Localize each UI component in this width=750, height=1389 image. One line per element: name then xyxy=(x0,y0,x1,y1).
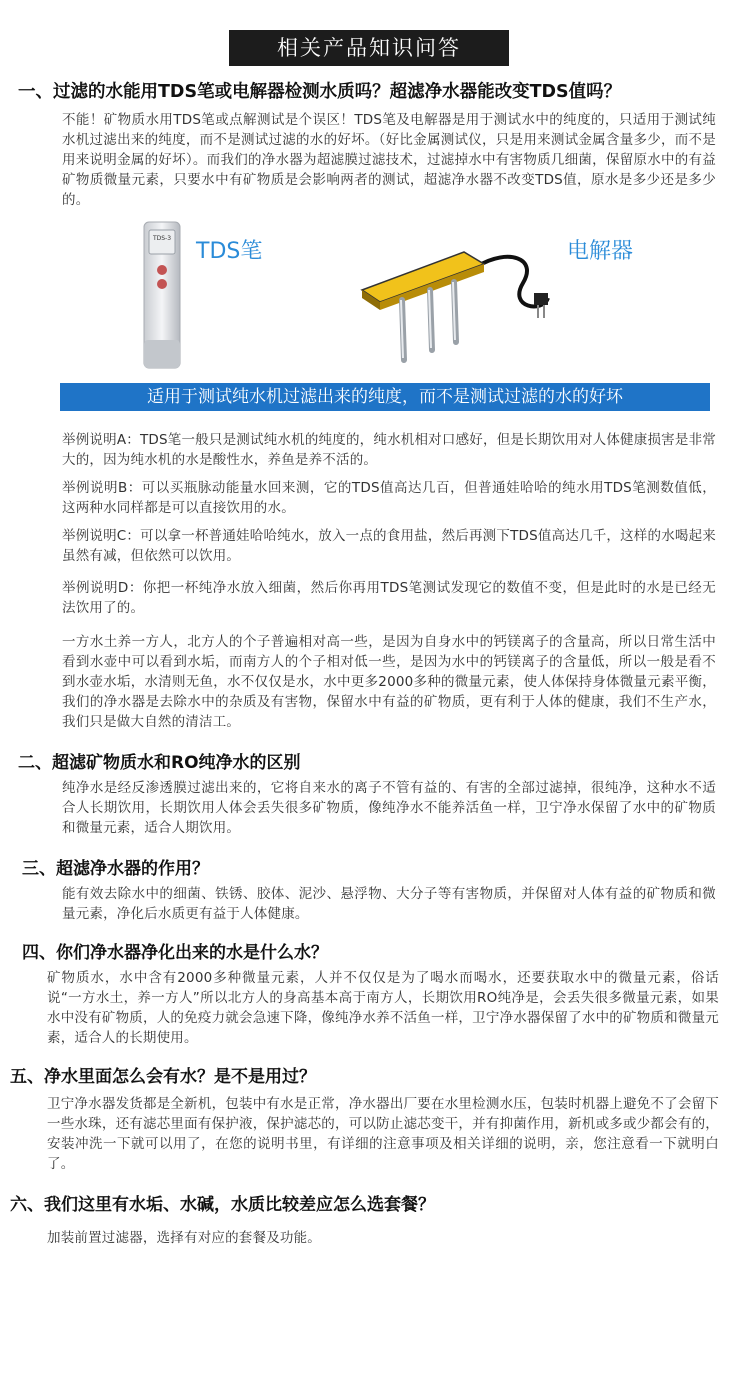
section-1-heading: 一、过滤的水能用TDS笔或电解器检测水质吗？超滤净水器能改变TDS值吗？ xyxy=(18,82,622,102)
section-2-heading: 二、超滤矿物质水和RO纯净水的区别 xyxy=(18,753,301,773)
tds-pen-model: TDS-3 xyxy=(152,235,172,242)
example-d: 举例说明D：你把一杯纯净水放入细菌，然后你再用TDS笔测试发现它的数值不变，但是此时的水是已经无法饮用了的。 xyxy=(62,580,716,616)
section-6-heading: 六、我们这里有水垢、水碱，水质比较差应怎么选套餐？ xyxy=(10,1195,435,1215)
example-c: 举例说明C：可以拿一杯普通娃哈哈纯水，放入一点的食用盐，然后再测下TDS值高达几千，这样的水喝起来虽然有减，但依然可以饮用。 xyxy=(62,528,716,564)
tds-pen-image xyxy=(138,220,186,370)
section-1-paragraph: 一方水土养一方人，北方人的个子普遍相对高一些，是因为自身水中的钙镁离子的含量高，所以日常生活中看到水壶中可以看到水垢，而南方人的个子相对低一些，是因为水中的钙镁离子的含量低，所以一般是看不到水壶水垢，水清则无鱼，水不仅仅是水，水中更多2000多种的微量元素，使人体保持身体微量元素平衡，我们的净水器是去除水中的杂质及有害物，保留水中有益的矿物质，更有利于人体的健康，我们不生产水，我们只是做大自然的清洁工。 xyxy=(62,634,716,730)
electrolyzer-image xyxy=(358,238,553,368)
section-5-heading: 五、净水里面怎么会有水？是不是用过？ xyxy=(10,1067,316,1087)
example-b: 举例说明B：可以买瓶脉动能量水回来测，它的TDS值高达几百，但普通娃哈哈的纯水用TDS笔测数值低，这两种水同样都是可以直接饮用的水。 xyxy=(62,480,716,516)
section-4-heading: 四、你们净水器净化出来的水是什么水？ xyxy=(22,943,328,963)
section-6-body: 加装前置过滤器，选择有对应的套餐及功能。 xyxy=(47,1230,321,1246)
section-3-heading: 三、超滤净水器的作用？ xyxy=(22,859,209,879)
tds-pen-label: TDS笔 xyxy=(196,239,263,264)
section-3-body: 能有效去除水中的细菌、铁锈、胶体、泥沙、悬浮物、大分子等有害物质，并保留对人体有益的矿物质和微量元素，净化后水质更有益于人体健康。 xyxy=(62,886,716,922)
example-a: 举例说明A：TDS笔一般只是测试纯水机的纯度的，纯水机相对口感好，但是长期饮用对人体健康损害是非常大的，因为纯水机的水是酸性水，养鱼是养不活的。 xyxy=(62,432,716,468)
section-5-body: 卫宁净水器发货都是全新机，包装中有水是正常，净水器出厂要在水里检测水压，包装时机器上避免不了会留下一些水珠，还有滤芯里面有保护液，保护滤芯的，可以防止滤芯变干，并有抑菌作用，新机或多或少都会有的，安装冲洗一下就可以用了，在您的说明书里，有详细的注意事项及相关详细的说明，亲，您注意看一下就明白了。 xyxy=(47,1096,719,1172)
page-title: 相关产品知识问答 xyxy=(229,30,509,66)
section-2-body: 纯净水是经反渗透膜过滤出来的，它将自来水的离子不管有益的、有害的全部过滤掉，很纯净，这种水不适合人长期饮用，长期饮用人体会丢失很多矿物质，像纯净水不能养活鱼一样，卫宁净水保留了水中的矿物质和微量元素，适合人期饮用。 xyxy=(62,780,716,836)
section-1-body: 不能！矿物质水用TDS笔或点解测试是个误区！TDS笔及电解器是用于测试水中的纯度的，只适用于测试纯水机过滤出来的纯度，而不是测试过滤的水的好坏。（好比金属测试仪，只是用来测试金属含量多少，而不是用来说明金属的好坏）。而我们的净水器为超滤膜过滤技术，过滤掉水中有害物质几细菌，保留原水中的有益矿物质微量元素，只要水中有矿物质是会影响两者的测试，超滤净水器不改变TDS值，原水是多少还是多少的。 xyxy=(62,112,716,208)
info-banner: 适用于测试纯水机过滤出来的纯度，而不是测试过滤的水的好坏 xyxy=(60,383,710,411)
section-4-body: 矿物质水，水中含有2000多种微量元素，人并不仅仅是为了喝水而喝水，还要获取水中的微量元素，俗话说“一方水土，养一方人”所以北方人的身高基本高于南方人，长期饮用RO纯净是，会丢失很多微量元素，如果水中没有矿物质，人的免疫力就会急速下降，像纯净水养不活鱼一样，卫宁净水器保留了水中的矿物质和微量元素，适合人的长期使用。 xyxy=(47,970,719,1046)
electrolyzer-label: 电解器 xyxy=(567,239,634,264)
